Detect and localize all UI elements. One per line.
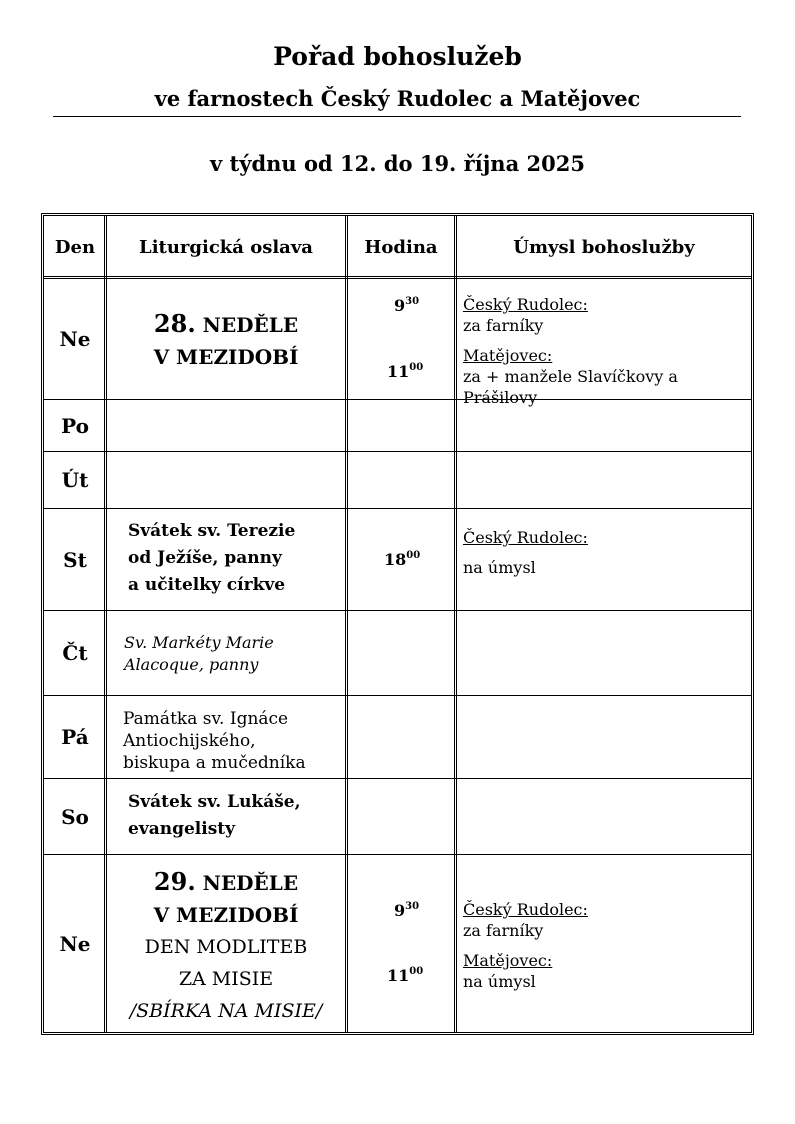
celebration-line: NEDĚLE [202,871,299,895]
intention-text: za + manžele Slavíčkovy a Prášilovy [463,367,678,407]
col-header-intention: Úmysl bohoslužby [513,236,695,258]
celebration-line: Památka sv. Ignáce [123,709,289,729]
celebration-line: Sv. Markéty Marie [124,633,274,652]
celebration-line: DEN MODLITEB [144,936,308,958]
intention-block [463,294,588,336]
intention-text: na úmysl [463,972,536,991]
celebration-line: Svátek sv. Lukáše, [128,792,301,812]
intention-block [463,345,751,408]
celebration-cell [128,789,301,843]
intention-block [463,527,588,578]
page-title: Pořad bohoslužeb [273,42,522,71]
row-divider [44,695,751,696]
intention-text: za farníky [463,316,544,335]
row-divider [44,610,751,611]
day-cell: Pá [61,725,89,749]
day-cell: St [63,547,87,572]
column-divider [345,216,348,1032]
celebration-cell [124,632,274,676]
mass-time: $9^{30}$ [394,296,420,315]
row-divider [44,508,751,509]
celebration-cell [128,518,295,599]
title-rule [53,116,741,117]
column-divider [454,216,457,1032]
sunday-number: 28. [153,309,196,338]
celebration-line: ZA MISIE [178,968,274,990]
mass-time: $18^{00}$ [384,550,421,569]
day-cell: Čt [62,641,88,665]
celebration-cell [123,708,306,774]
celebration-line: NEDĚLE [202,313,299,337]
day-cell: Po [61,413,89,438]
intention-place: Český Rudolec: [463,900,588,919]
celebration-cell [107,866,345,1027]
intention-text: na úmysl [463,558,536,577]
celebration-line: V MEZIDOBÍ [153,903,299,927]
day-cell: So [61,804,89,829]
row-divider [44,854,751,855]
col-header-day: Den [54,236,96,258]
intention-place: Matějovec: [463,951,553,970]
celebration-cell [107,308,345,373]
celebration-line: biskupa a mučedníka [123,753,306,773]
intention-place: Matějovec: [463,346,553,365]
celebration-line: Svátek sv. Terezie [128,521,296,541]
week-range: v týdnu od 12. do 19. října 2025 [210,151,585,176]
col-header-celebration: Liturgická oslava [139,236,313,258]
mass-time: $9^{30}$ [394,901,420,920]
celebration-line: Alacoque, panny [124,655,259,674]
schedule-table [41,213,754,1035]
col-header-hour: Hodina [364,236,438,258]
celebration-line: Antiochijského, [123,731,256,751]
row-divider [44,778,751,779]
intention-block [463,899,588,941]
intention-place: Český Rudolec: [463,295,588,314]
mass-time: $11^{00}$ [387,362,424,381]
day-cell: Ne [59,931,91,956]
celebration-line: od Ježíše, panny [128,548,282,568]
mass-time: $11^{00}$ [387,966,424,985]
celebration-line: evangelisty [128,819,235,839]
day-cell: Ne [59,327,91,351]
sunday-number: 29. [153,867,196,896]
page-subtitle: ve farnostech Český Rudolec a Matějovec [154,86,641,111]
celebration-line: V MEZIDOBÍ [153,345,299,369]
row-divider [44,451,751,452]
intention-block [463,950,552,992]
day-cell: Út [61,468,89,492]
intention-text: za farníky [463,921,544,940]
celebration-line: a učitelky církve [128,575,286,595]
celebration-line: /SBÍRKA NA MISIE/ [129,1000,323,1022]
intention-place: Český Rudolec: [463,528,588,547]
